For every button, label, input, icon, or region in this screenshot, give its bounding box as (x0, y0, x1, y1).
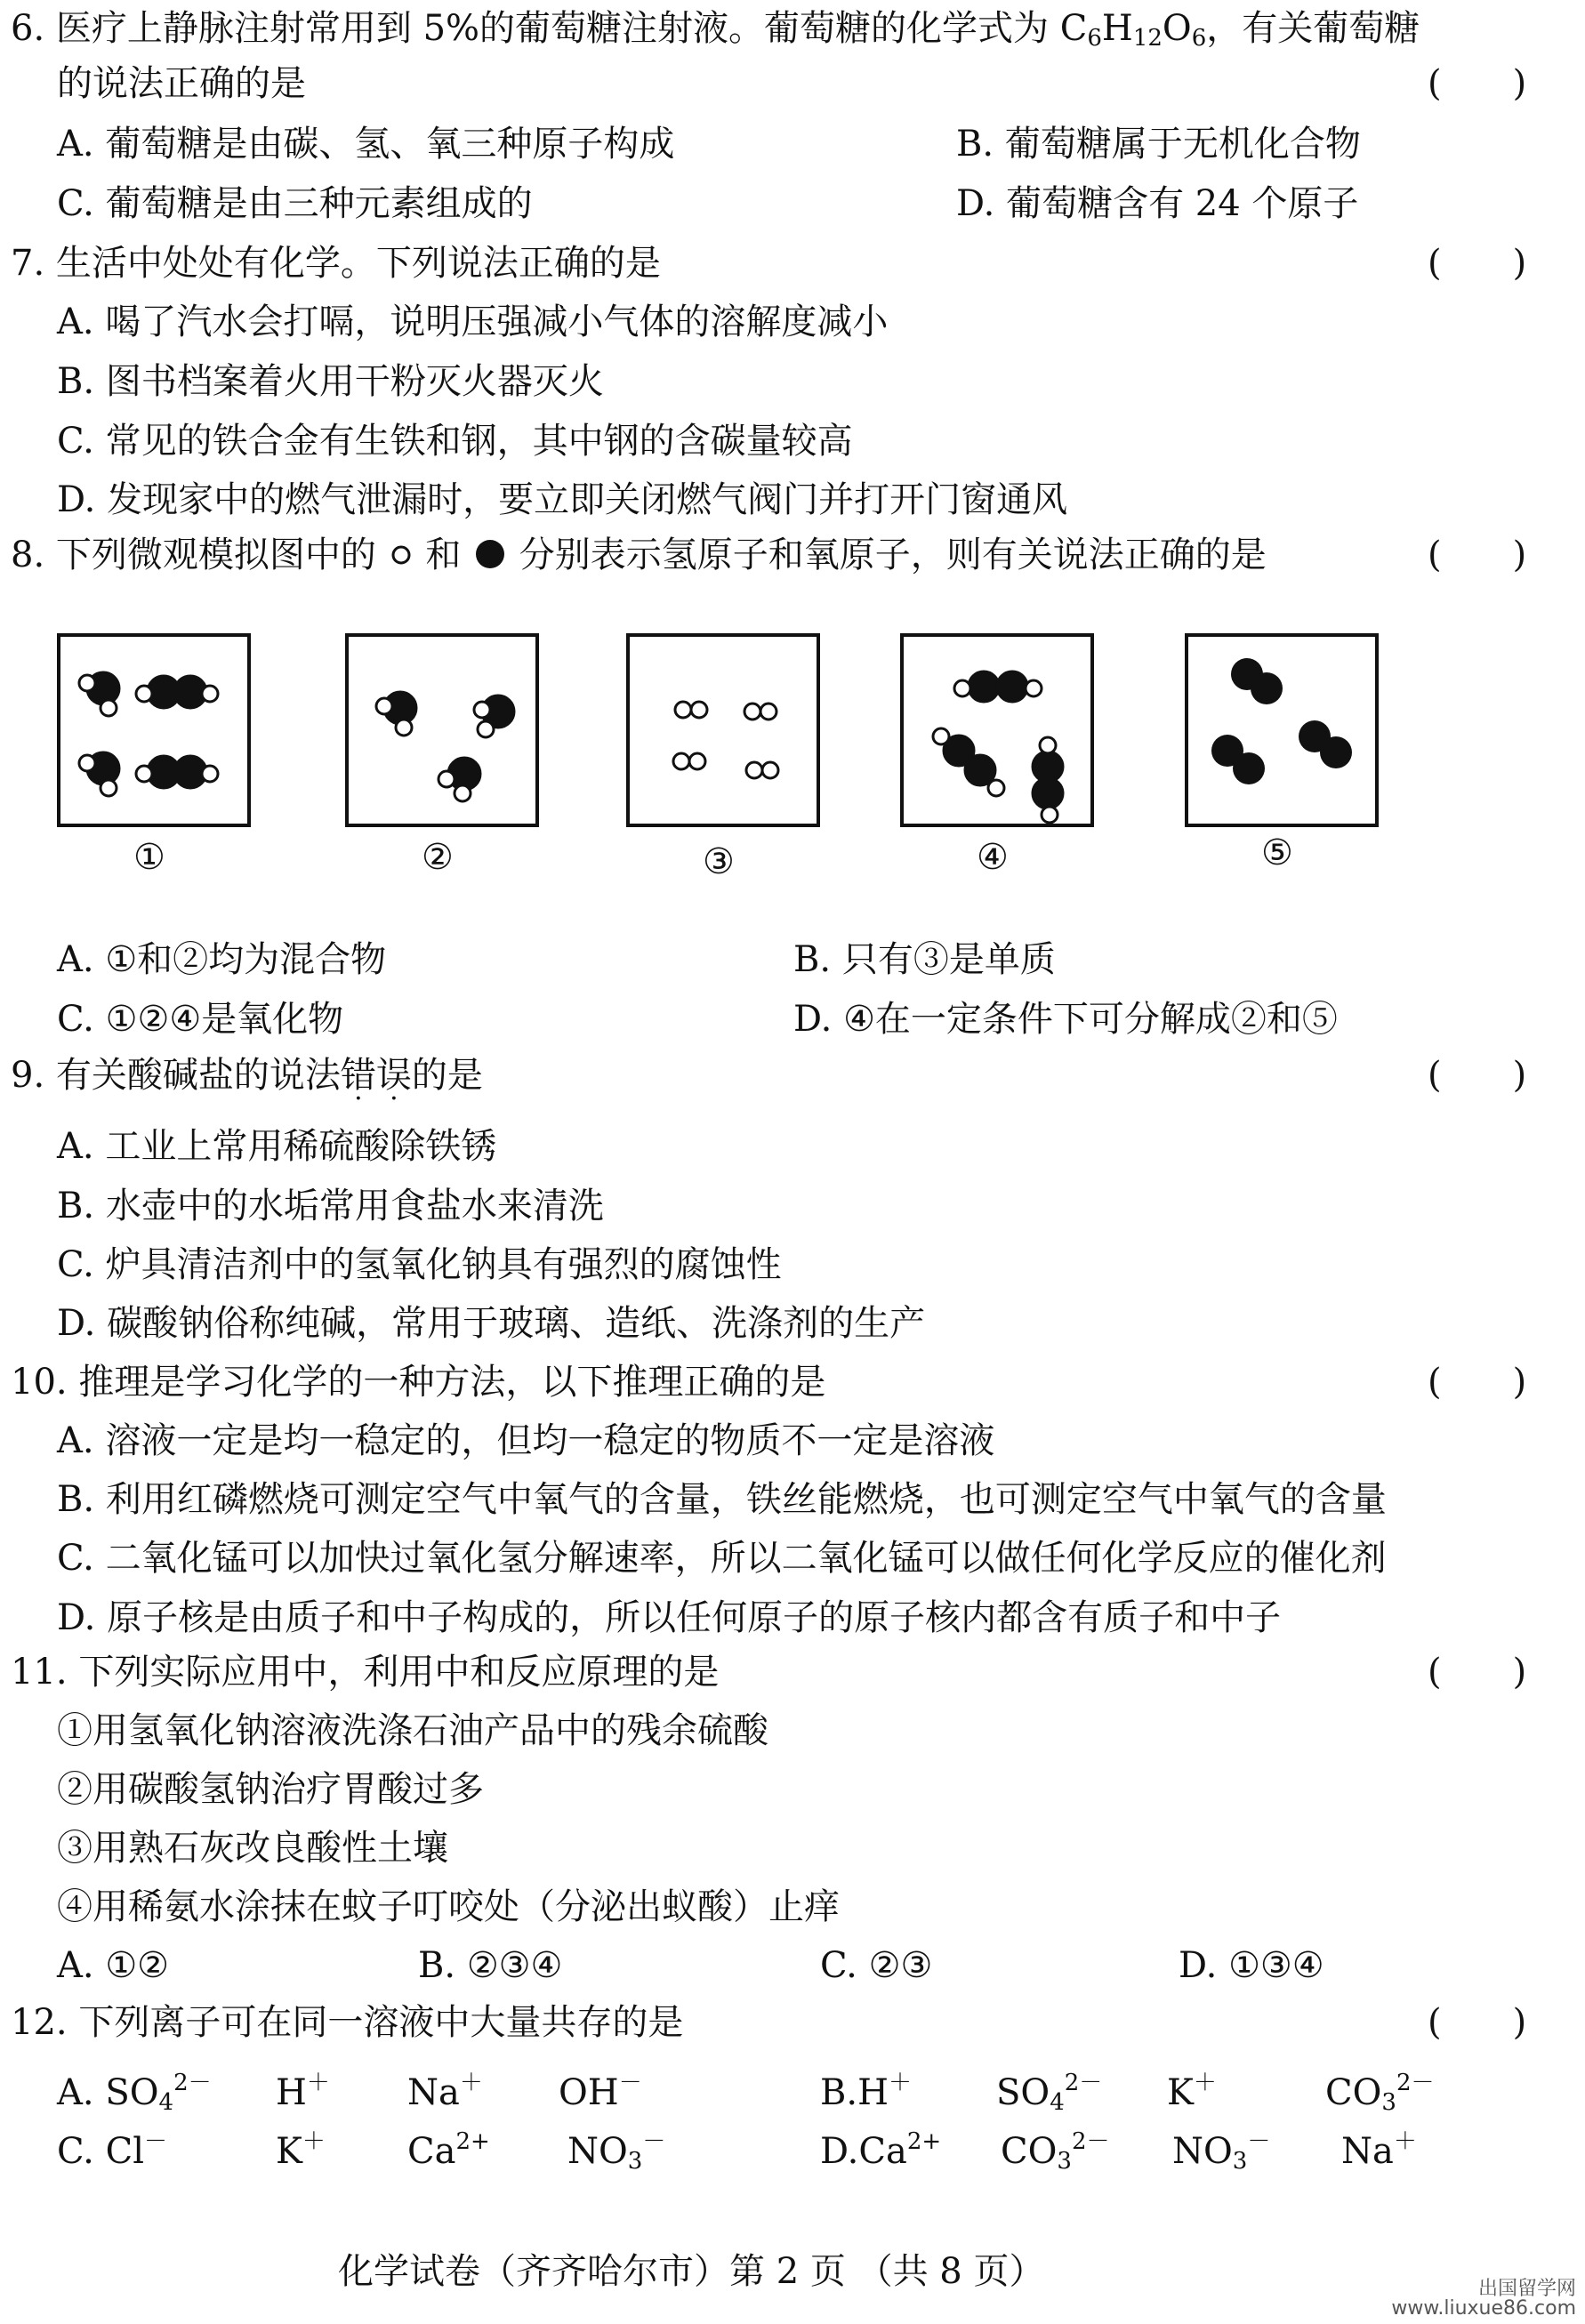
q7-option-b: B. 图书档案着火用干粉灭火器灭火 (57, 361, 604, 402)
q6-option-c: C. 葡萄糖是由三种元素组成的 (57, 183, 533, 224)
q9-option-a: A. 工业上常用稀硫酸除铁锈 (57, 1126, 497, 1167)
q8-option-d: D. ④在一定条件下可分解成②和⑤ (793, 999, 1338, 1040)
q9-stem: 9. 有关酸碱盐的说法错误的是 (11, 1055, 483, 1096)
q12-d-ion-2: $CO_3^{2-}$ (1001, 2128, 1110, 2175)
q11-stem: 11. 下列实际应用中，利用中和反应原理的是 (11, 1652, 720, 1693)
q7-option-a: A. 喝了汽水会打嗝，说明压强减小气体的溶解度减小 (57, 302, 889, 342)
diagram-3-molecules (630, 637, 817, 824)
page-footer: 化学试卷（齐齐哈尔市）第 2 页 （共 8 页） (338, 2251, 1045, 2292)
diagram-box-2 (345, 633, 539, 827)
q7-stem: 7. 生活中处处有化学。下列说法正确的是 (11, 243, 661, 284)
q11-option-c: C. ②③ (820, 1945, 933, 1986)
diagram-5-molecules (1188, 637, 1375, 824)
q10-option-b: B. 利用红磷燃烧可测定空气中氧气的含量，铁丝能燃烧，也可测定空气中氧气的含量 (57, 1479, 1387, 1520)
q10-answer-blank[interactable]: ( ) (1428, 1362, 1527, 1403)
q12-c-ion-3: $Ca^{2+}$ (407, 2128, 490, 2172)
q12-option-a: A. $SO_4^{2-}$ (57, 2070, 212, 2116)
q12-a-ion-3: Na＋ (407, 2070, 483, 2113)
q9-option-b: B. 水壶中的水垢常用食盐水来清洗 (57, 1186, 604, 1226)
diagram-box-5 (1185, 633, 1379, 827)
q10-option-d: D. 原子核是由质子和中子构成的，所以任何原子的原子核内都含有质子和中子 (57, 1597, 1282, 1638)
hydrogen-atom-icon (388, 542, 414, 568)
q12-c-ion-4: $NO_3^-$ (567, 2128, 666, 2175)
q9-option-d: D. 碳酸钠俗称纯碱，常用于玻璃、造纸、洗涤剂的生产 (57, 1303, 926, 1344)
watermark (1391, 2280, 1576, 2319)
q7-option-d: D. 发现家中的燃气泄漏时，要立即关闭燃气阀门并打开门窗通风 (57, 479, 1068, 520)
q12-answer-blank[interactable]: ( ) (1428, 2002, 1527, 2043)
q11-option-b: B. ②③④ (418, 1945, 563, 1986)
q11-item-1: ①用氢氧化钠溶液洗涤石油产品中的残余硫酸 (57, 1710, 768, 1751)
watermark-url: www.liuxue86.com (1391, 2297, 1576, 2320)
q12-c-ion-2: K＋ (276, 2128, 326, 2172)
q6-answer-blank[interactable]: ( ) (1428, 63, 1527, 104)
q11-item-3: ③用熟石灰改良酸性土壤 (57, 1828, 448, 1869)
q12-a-ion-4: OH－ (559, 2070, 642, 2113)
q11-option-d: D. ①③④ (1179, 1945, 1324, 1986)
q7-option-c: C. 常见的铁合金有生铁和钢，其中钢的含碳量较高 (57, 421, 853, 462)
q9-option-c: C. 炉具清洁剂中的氢氧化钠具有强烈的腐蚀性 (57, 1244, 782, 1285)
q6-option-b: B. 葡萄糖属于无机化合物 (956, 124, 1361, 165)
diagram-box-1 (57, 633, 251, 827)
q7-answer-blank[interactable]: ( ) (1428, 243, 1527, 284)
q6-option-a: A. 葡萄糖是由碳、氢、氧三种原子构成 (57, 124, 675, 165)
q10-option-a: A. 溶液一定是均一稳定的，但均一稳定的物质不一定是溶液 (57, 1420, 995, 1461)
q6-stem-line2: 的说法正确的是 (57, 63, 306, 104)
diagram-label-4: ④ (977, 837, 1009, 878)
q6-option-d: D. 葡萄糖含有 24 个原子 (956, 183, 1359, 224)
q11-item-2: ②用碳酸氢钠治疗胃酸过多 (57, 1769, 484, 1810)
q6-stem-line1: 6. 医疗上静脉注射常用到 5%的葡萄糖注射液。葡萄糖的化学式为 $C_6H_{12}O_6$，有关葡萄糖 (11, 8, 1420, 52)
diagram-label-2: ② (422, 837, 454, 878)
q12-b-ion-3: K＋ (1167, 2070, 1217, 2113)
q11-answer-blank[interactable]: ( ) (1428, 1652, 1527, 1693)
diagram-2-molecules (349, 637, 535, 824)
q10-stem: 10. 推理是学习化学的一种方法，以下推理正确的是 (11, 1362, 826, 1403)
q12-stem: 12. 下列离子可在同一溶液中大量共存的是 (11, 2002, 684, 2043)
diagram-label-1: ① (133, 837, 165, 878)
diagram-box-3 (626, 633, 820, 827)
q12-option-c: C. Cl－ (57, 2128, 168, 2172)
q8-option-b: B. 只有③是单质 (793, 939, 1056, 980)
q12-b-ion-4: $CO_3^{2-}$ (1325, 2070, 1435, 2116)
q10-option-c: C. 二氧化锰可以加快过氧化氢分解速率，所以二氧化锰可以做任何化学反应的催化剂 (57, 1538, 1387, 1579)
q11-item-4: ④用稀氨水涂抹在蚊子叮咬处（分泌出蚁酸）止痒 (57, 1886, 840, 1927)
q8-stem: 8. 下列微观模拟图中的 和 分别表示氢原子和氧原子，则有关说法正确的是 (11, 535, 1267, 575)
q11-option-a: A. ①② (57, 1945, 170, 1986)
diagram-4-molecules (904, 637, 1090, 824)
diagram-label-3: ③ (703, 841, 735, 882)
diagram-label-5: ⑤ (1261, 832, 1293, 873)
q12-option-b: B.H＋ (820, 2070, 913, 2113)
q8-answer-blank[interactable]: ( ) (1428, 535, 1527, 575)
q8-option-c: C. ①②④是氧化物 (57, 999, 344, 1040)
diagram-box-4 (900, 633, 1094, 827)
q12-option-d: $D.Ca^{2+}$ (820, 2128, 942, 2172)
q9-answer-blank[interactable]: ( ) (1428, 1055, 1527, 1096)
q12-d-ion-4: Na＋ (1341, 2128, 1417, 2172)
q12-a-ion-2: H＋ (276, 2070, 330, 2113)
watermark-title: 出国留学网 (1477, 2278, 1576, 2300)
oxygen-atom-icon (472, 536, 508, 572)
q8-option-a: A. ①和②均为混合物 (57, 939, 387, 980)
q12-d-ion-3: $NO_3^-$ (1172, 2128, 1271, 2175)
diagram-1-molecules (60, 637, 247, 824)
q12-b-ion-2: $SO_4^{2-}$ (996, 2070, 1103, 2116)
